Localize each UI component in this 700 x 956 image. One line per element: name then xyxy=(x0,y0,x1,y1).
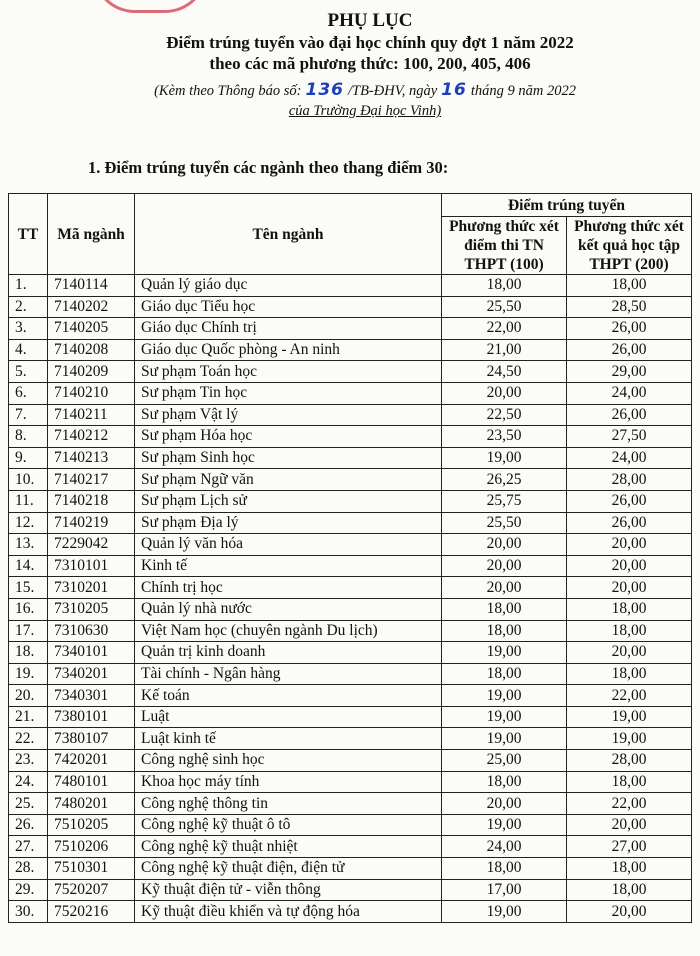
row-name: Công nghệ thông tin xyxy=(135,793,442,815)
row-tt: 15. xyxy=(9,577,48,599)
row-name: Quản lý nhà nước xyxy=(135,598,442,620)
row-score-200: 20,00 xyxy=(567,901,692,923)
row-score-100: 18,00 xyxy=(442,771,567,793)
row-tt: 11. xyxy=(9,490,48,512)
row-tt: 13. xyxy=(9,534,48,556)
row-tt: 24. xyxy=(9,771,48,793)
row-score-100: 18,00 xyxy=(442,275,567,297)
row-tt: 3. xyxy=(9,318,48,340)
row-tt: 10. xyxy=(9,469,48,491)
header-name: Tên ngành xyxy=(135,194,442,275)
row-name: Chính trị học xyxy=(135,577,442,599)
row-name: Sư phạm Hóa học xyxy=(135,426,442,448)
row-score-200: 28,00 xyxy=(567,750,692,772)
row-tt: 8. xyxy=(9,426,48,448)
row-code: 7140217 xyxy=(48,469,135,491)
row-score-100: 18,00 xyxy=(442,620,567,642)
row-score-200: 26,00 xyxy=(567,512,692,534)
row-score-100: 18,00 xyxy=(442,663,567,685)
row-score-200: 27,50 xyxy=(567,426,692,448)
table-row xyxy=(9,382,692,404)
row-score-200: 20,00 xyxy=(567,814,692,836)
row-code: 7140210 xyxy=(48,382,135,404)
row-code: 7140114 xyxy=(48,275,135,297)
row-score-100: 19,00 xyxy=(442,728,567,750)
row-code: 7310205 xyxy=(48,598,135,620)
row-code: 7480201 xyxy=(48,793,135,815)
row-code: 7340301 xyxy=(48,685,135,707)
row-tt: 26. xyxy=(9,814,48,836)
row-name: Kinh tế xyxy=(135,555,442,577)
row-score-200: 24,00 xyxy=(567,447,692,469)
row-score-200: 26,00 xyxy=(567,339,692,361)
row-score-100: 25,50 xyxy=(442,296,567,318)
row-tt: 28. xyxy=(9,858,48,880)
row-name: Luật xyxy=(135,706,442,728)
table-row xyxy=(9,858,692,880)
row-tt: 14. xyxy=(9,555,48,577)
row-tt: 12. xyxy=(9,512,48,534)
row-tt: 9. xyxy=(9,447,48,469)
table-row xyxy=(9,879,692,901)
row-tt: 2. xyxy=(9,296,48,318)
row-score-100: 25,00 xyxy=(442,750,567,772)
ref-suffix: tháng 9 năm 2022 xyxy=(470,83,576,99)
header-method-200: Phương thức xét kết quả học tập THPT (200) xyxy=(567,217,692,275)
row-name: Sư phạm Địa lý xyxy=(135,512,442,534)
row-score-100: 18,00 xyxy=(442,858,567,880)
table-row xyxy=(9,771,692,793)
row-score-200: 18,00 xyxy=(567,620,692,642)
table-row xyxy=(9,555,692,577)
row-code: 7310101 xyxy=(48,555,135,577)
row-score-200: 20,00 xyxy=(567,555,692,577)
row-score-200: 18,00 xyxy=(567,663,692,685)
row-score-100: 22,50 xyxy=(442,404,567,426)
table-row xyxy=(9,685,692,707)
row-code: 7380101 xyxy=(48,706,135,728)
row-name: Sư phạm Lịch sử xyxy=(135,490,442,512)
header-code: Mã ngành xyxy=(48,194,135,275)
row-code: 7520207 xyxy=(48,879,135,901)
row-code: 7420201 xyxy=(48,750,135,772)
document-subtitle-line2: theo các mã phương thức: 100, 200, 405, 406 xyxy=(209,54,531,73)
table-row xyxy=(9,447,692,469)
row-name: Sư phạm Tin học xyxy=(135,382,442,404)
row-score-100: 24,00 xyxy=(442,836,567,858)
row-score-100: 20,00 xyxy=(442,382,567,404)
row-score-200: 26,00 xyxy=(567,490,692,512)
row-score-200: 24,00 xyxy=(567,382,692,404)
row-score-100: 20,00 xyxy=(442,793,567,815)
row-tt: 22. xyxy=(9,728,48,750)
section-title: 1. Điểm trúng tuyển các ngành theo thang điểm 30: xyxy=(88,158,449,177)
row-score-200: 28,00 xyxy=(567,469,692,491)
row-score-100: 18,00 xyxy=(442,598,567,620)
table-row xyxy=(9,814,692,836)
row-score-200: 28,50 xyxy=(567,296,692,318)
table-row xyxy=(9,750,692,772)
row-score-200: 18,00 xyxy=(567,598,692,620)
row-score-100: 17,00 xyxy=(442,879,567,901)
row-score-200: 18,00 xyxy=(567,879,692,901)
row-score-100: 19,00 xyxy=(442,685,567,707)
table-row xyxy=(9,577,692,599)
row-tt: 17. xyxy=(9,620,48,642)
header-score-group: Điểm trúng tuyển xyxy=(442,194,692,217)
row-name: Quản lý văn hóa xyxy=(135,534,442,556)
row-score-100: 20,00 xyxy=(442,534,567,556)
row-score-200: 29,00 xyxy=(567,361,692,383)
row-tt: 1. xyxy=(9,275,48,297)
row-score-100: 24,50 xyxy=(442,361,567,383)
row-score-100: 22,00 xyxy=(442,318,567,340)
row-score-100: 19,00 xyxy=(442,706,567,728)
row-code: 7140218 xyxy=(48,490,135,512)
row-code: 7340101 xyxy=(48,642,135,664)
header-tt: TT xyxy=(9,194,48,275)
row-tt: 20. xyxy=(9,685,48,707)
row-code: 7310201 xyxy=(48,577,135,599)
row-score-200: 20,00 xyxy=(567,642,692,664)
row-code: 7140202 xyxy=(48,296,135,318)
row-score-100: 19,00 xyxy=(442,447,567,469)
row-score-200: 18,00 xyxy=(567,275,692,297)
row-name: Công nghệ kỹ thuật nhiệt xyxy=(135,836,442,858)
row-name: Sư phạm Toán học xyxy=(135,361,442,383)
row-code: 7140213 xyxy=(48,447,135,469)
table-body xyxy=(9,275,692,923)
row-name: Khoa học máy tính xyxy=(135,771,442,793)
row-score-100: 25,50 xyxy=(442,512,567,534)
ref-number-handwritten: 136 xyxy=(305,80,344,100)
reference-line-2 xyxy=(30,101,700,121)
row-score-200: 18,00 xyxy=(567,858,692,880)
row-code: 7510205 xyxy=(48,814,135,836)
table-row xyxy=(9,901,692,923)
row-code: 7140212 xyxy=(48,426,135,448)
row-tt: 16. xyxy=(9,598,48,620)
row-score-100: 19,00 xyxy=(442,642,567,664)
row-code: 7510301 xyxy=(48,858,135,880)
row-score-100: 26,25 xyxy=(442,469,567,491)
reference-line xyxy=(30,80,700,101)
row-tt: 27. xyxy=(9,836,48,858)
table-row xyxy=(9,512,692,534)
document-header xyxy=(0,10,700,121)
row-score-200: 19,00 xyxy=(567,728,692,750)
table-row xyxy=(9,404,692,426)
row-score-100: 21,00 xyxy=(442,339,567,361)
row-name: Sư phạm Sinh học xyxy=(135,447,442,469)
row-tt: 30. xyxy=(9,901,48,923)
row-code: 7380107 xyxy=(48,728,135,750)
document-subtitle-line1: Điểm trúng tuyển vào đại học chính quy đợt 1 năm 2022 xyxy=(166,33,574,52)
row-name: Công nghệ kỹ thuật ô tô xyxy=(135,814,442,836)
row-score-200: 18,00 xyxy=(567,771,692,793)
row-tt: 19. xyxy=(9,663,48,685)
ref-middle: /TB-ĐHV, ngày xyxy=(347,83,438,99)
table-row xyxy=(9,296,692,318)
row-score-100: 20,00 xyxy=(442,555,567,577)
table-row xyxy=(9,706,692,728)
row-name: Giáo dục Chính trị xyxy=(135,318,442,340)
document-title: PHỤ LỤC xyxy=(327,10,413,31)
row-code: 7140219 xyxy=(48,512,135,534)
row-tt: 23. xyxy=(9,750,48,772)
row-score-100: 20,00 xyxy=(442,577,567,599)
row-tt: 6. xyxy=(9,382,48,404)
table-row xyxy=(9,469,692,491)
table-row xyxy=(9,426,692,448)
row-score-200: 20,00 xyxy=(567,534,692,556)
table-row xyxy=(9,361,692,383)
table-row xyxy=(9,728,692,750)
table-row xyxy=(9,534,692,556)
ref-day-handwritten: 16 xyxy=(441,80,467,100)
table-row xyxy=(9,620,692,642)
row-tt: 7. xyxy=(9,404,48,426)
row-name: Quản lý giáo dục xyxy=(135,275,442,297)
row-name: Giáo dục Quốc phòng - An ninh xyxy=(135,339,442,361)
header-method-100: Phương thức xét điểm thi TN THPT (100) xyxy=(442,217,567,275)
row-name: Giáo dục Tiểu học xyxy=(135,296,442,318)
row-name: Công nghệ sinh học xyxy=(135,750,442,772)
row-tt: 4. xyxy=(9,339,48,361)
row-score-200: 26,00 xyxy=(567,404,692,426)
table-row xyxy=(9,490,692,512)
row-code: 7140209 xyxy=(48,361,135,383)
row-code: 7510206 xyxy=(48,836,135,858)
row-score-100: 19,00 xyxy=(442,814,567,836)
row-name: Luật kinh tế xyxy=(135,728,442,750)
table-row xyxy=(9,642,692,664)
row-name: Sư phạm Ngữ văn xyxy=(135,469,442,491)
table-row xyxy=(9,339,692,361)
row-name: Kỹ thuật điều khiển và tự động hóa xyxy=(135,901,442,923)
row-name: Sư phạm Vật lý xyxy=(135,404,442,426)
row-code: 7310630 xyxy=(48,620,135,642)
row-score-200: 22,00 xyxy=(567,793,692,815)
row-code: 7140205 xyxy=(48,318,135,340)
row-tt: 5. xyxy=(9,361,48,383)
ref-line2: của Trường Đại học Vinh) xyxy=(288,103,442,119)
table-row xyxy=(9,663,692,685)
admission-scores-table xyxy=(8,193,692,923)
row-score-200: 19,00 xyxy=(567,706,692,728)
row-code: 7140211 xyxy=(48,404,135,426)
row-code: 7140208 xyxy=(48,339,135,361)
row-code: 7340201 xyxy=(48,663,135,685)
table-row xyxy=(9,275,692,297)
row-code: 7480101 xyxy=(48,771,135,793)
row-name: Quản trị kinh doanh xyxy=(135,642,442,664)
row-code: 7229042 xyxy=(48,534,135,556)
ref-prefix: (Kèm theo Thông báo số: xyxy=(154,83,302,99)
row-tt: 29. xyxy=(9,879,48,901)
row-tt: 21. xyxy=(9,706,48,728)
row-name: Kế toán xyxy=(135,685,442,707)
row-tt: 18. xyxy=(9,642,48,664)
row-name: Kỹ thuật điện tử - viễn thông xyxy=(135,879,442,901)
row-score-100: 25,75 xyxy=(442,490,567,512)
row-score-200: 20,00 xyxy=(567,577,692,599)
row-code: 7520216 xyxy=(48,901,135,923)
row-score-200: 22,00 xyxy=(567,685,692,707)
row-score-100: 19,00 xyxy=(442,901,567,923)
row-name: Công nghệ kỹ thuật điện, điện tử xyxy=(135,858,442,880)
row-score-200: 27,00 xyxy=(567,836,692,858)
table-row xyxy=(9,793,692,815)
row-name: Tài chính - Ngân hàng xyxy=(135,663,442,685)
row-tt: 25. xyxy=(9,793,48,815)
table-row xyxy=(9,598,692,620)
row-score-100: 23,50 xyxy=(442,426,567,448)
row-score-200: 26,00 xyxy=(567,318,692,340)
row-name: Việt Nam học (chuyên ngành Du lịch) xyxy=(135,620,442,642)
table-row xyxy=(9,836,692,858)
table-row xyxy=(9,318,692,340)
